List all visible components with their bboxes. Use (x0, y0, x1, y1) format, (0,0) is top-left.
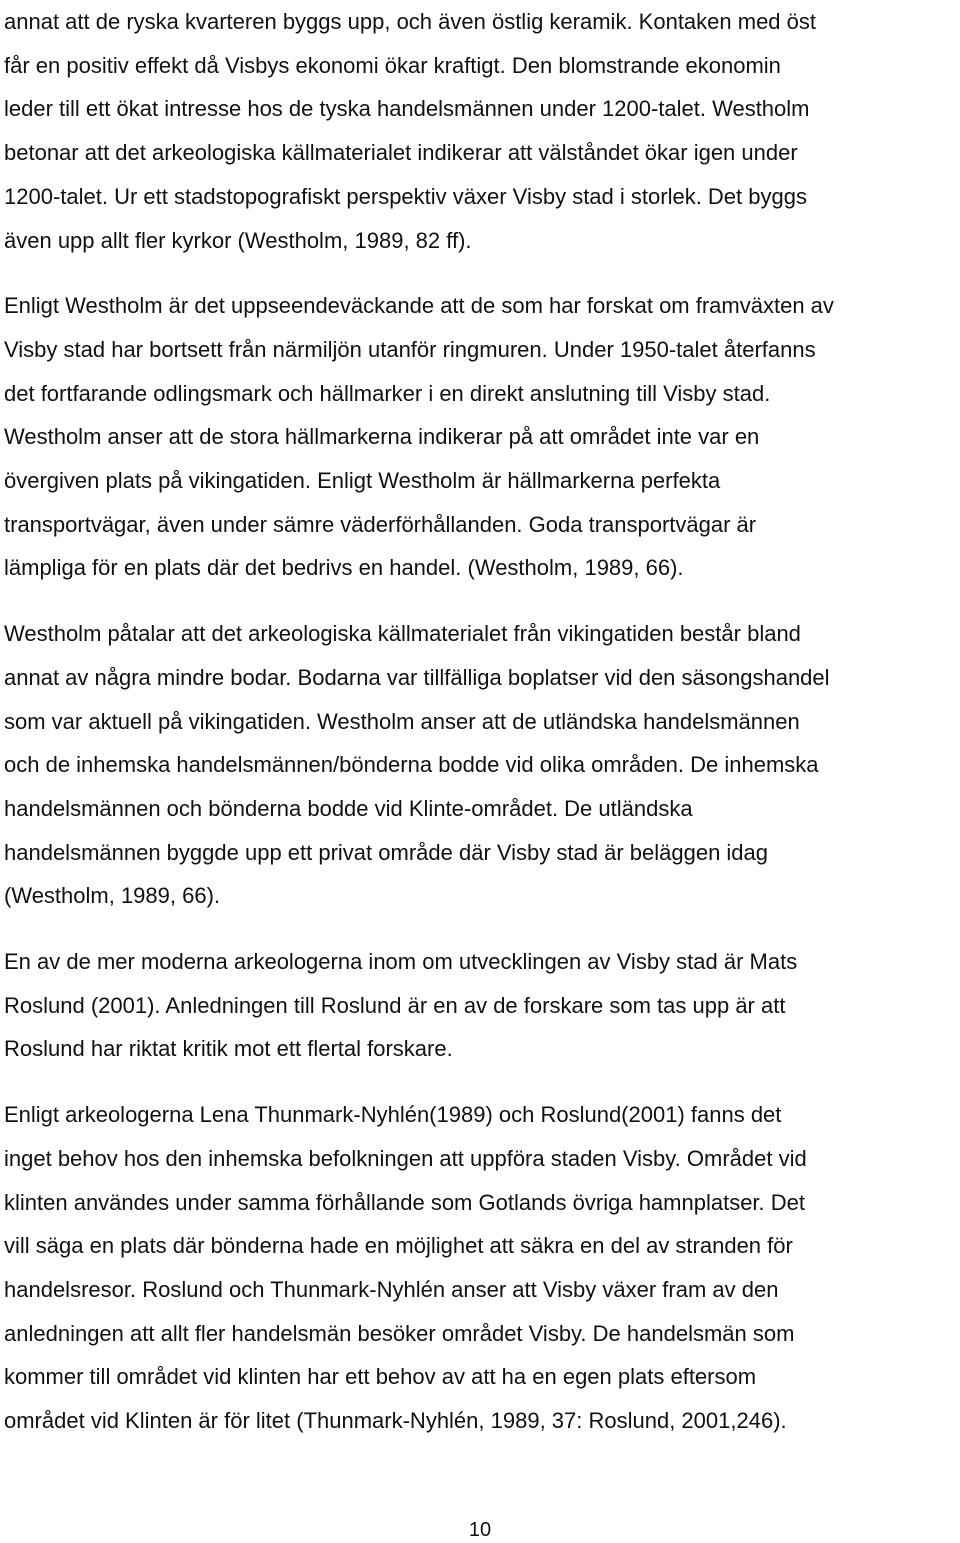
text-line: anledningen att allt fler handelsmän besöker området Visby. De handelsmän som (4, 1320, 795, 1346)
page-number: 10 (468, 1519, 492, 1541)
text-line: klinten användes under samma förhållande som Gotlands övriga hamnplatser. Det (4, 1189, 806, 1215)
text-line: transportvägar, även under sämre väderförhållanden. Goda transportvägar är (4, 511, 757, 537)
text-line: handelsmännen och bönderna bodde vid Klinte-området. De utländska (4, 795, 693, 821)
text-line: lämpliga för en plats där det bedrivs en handel. (Westholm, 1989, 66). (4, 555, 684, 581)
text-line: Roslund har riktat kritik mot ett flertal forskare. (4, 1036, 453, 1062)
text-line: kommer till området vid klinten har ett behov av att ha en egen plats eftersom (4, 1364, 757, 1390)
text-line: Westholm anser att de stora hällmarkerna indikerar på att området inte var en (4, 424, 760, 450)
text-line: annat att de ryska kvarteren byggs upp, och även östlig keramik. Kontaken med öst (4, 9, 817, 34)
text-line: får en positiv effekt då Visbys ekonomi ökar kraftigt. Den blomstrande ekonomin (4, 52, 781, 78)
text-line: och de inhemska handelsmännen/bönderna bodde vid olika områden. De inhemska (4, 752, 819, 778)
text-line: inget behov hos den inhemska befolkningen att uppföra staden Visby. Området vid (4, 1145, 807, 1171)
text-line: som var aktuell på vikingatiden. Westholm anser att de utländska handelsmännen (4, 708, 800, 734)
text-line: 1200-talet. Ur ett stadstopografiskt perspektiv växer Visby stad i storlek. Det byggs (4, 183, 807, 209)
text-line: Enligt arkeologerna Lena Thunmark-Nyhlén(1989) och Roslund(2001) fanns det (4, 1102, 782, 1128)
text-line: övergiven plats på vikingatiden. Enligt Westholm är hällmarkerna perfekta (4, 468, 721, 494)
text-line: betonar att det arkeologiska källmaterialet indikerar att välståndet ökar igen under (4, 140, 798, 166)
text-line: handelsmännen byggde upp ett privat område där Visby stad är beläggen idag (4, 839, 769, 865)
text-line: En av de mer moderna arkeologerna inom om utvecklingen av Visby stad är Mats (4, 949, 798, 975)
text-line: Roslund (2001). Anledningen till Roslund är en av de forskare som tas upp är att (4, 992, 786, 1018)
paragraph-2 (4, 284, 960, 590)
text-line: annat av några mindre bodar. Bodarna var tillfälliga boplatser vid den säsongshandel (4, 664, 830, 690)
paragraph-3 (4, 612, 960, 918)
text-line: Visby stad har bortsett från närmiljön utanför ringmuren. Under 1950-talet återfanns (4, 336, 816, 362)
paragraph-4 (4, 940, 960, 1071)
text-line: Enligt Westholm är det uppseendeväckande att de som har forskat om framväxten av (4, 293, 834, 319)
text-line: det fortfarande odlingsmark och hällmarker i en direkt anslutning till Visby stad. (4, 380, 771, 406)
text-line: även upp allt fler kyrkor (Westholm, 1989, 82 ff). (4, 227, 472, 253)
paragraph-5 (4, 1093, 960, 1443)
paragraph-1 (4, 0, 960, 262)
text-line: leder till ett ökat intresse hos de tyska handelsmännen under 1200-talet. Westholm (4, 96, 810, 122)
text-line: handelsresor. Roslund och Thunmark-Nyhlén anser att Visby växer fram av den (4, 1276, 779, 1302)
text-line: (Westholm, 1989, 66). (4, 883, 221, 909)
text-line: Westholm påtalar att det arkeologiska källmaterialet från vikingatiden består bland (4, 621, 801, 647)
body-text (4, 0, 960, 1443)
text-line: vill säga en plats där bönderna hade en möjlighet att säkra en del av stranden för (4, 1233, 793, 1259)
text-line: området vid Klinten är för litet (Thunmark-Nyhlén, 1989, 37: Roslund, 2001,246). (4, 1408, 787, 1434)
